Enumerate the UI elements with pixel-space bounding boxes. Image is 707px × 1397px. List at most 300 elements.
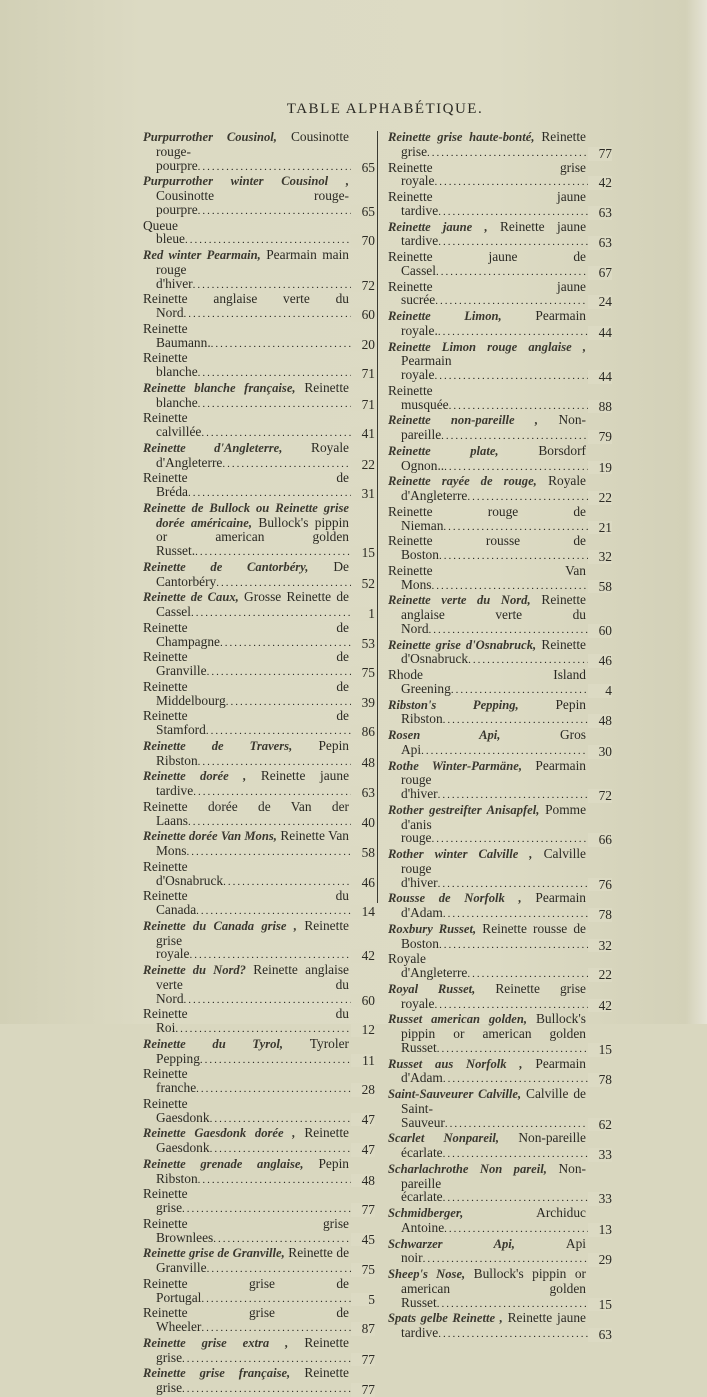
entry-page-number: 87 — [351, 1322, 375, 1336]
entry-page-number: 22 — [588, 968, 612, 982]
index-entry — [388, 1131, 612, 1162]
entry-variety-name: Reinette Gaesdonk dorée , — [143, 1126, 296, 1141]
entry-page-number: 48 — [588, 714, 612, 728]
entry-page-number: 72 — [351, 279, 375, 293]
index-entry — [143, 174, 375, 218]
entry-text — [143, 889, 349, 919]
entry-text — [388, 220, 586, 251]
entry-text — [143, 1246, 349, 1277]
entry-page-number: 14 — [351, 905, 375, 919]
entry-page-number: 48 — [351, 1174, 375, 1188]
index-entry — [388, 1087, 612, 1131]
index-entry — [143, 1097, 375, 1127]
entry-variety-name: Reinette grise d'Osnabruck, — [388, 637, 537, 652]
index-entry — [143, 501, 375, 560]
entry-synonym: Reinette jaune de Cassel — [388, 250, 586, 278]
entry-text — [143, 1277, 349, 1307]
entry-synonym: Reinette anglaise verte du Nord — [143, 292, 349, 320]
entry-text — [143, 292, 349, 322]
entry-synonym: Pearmain royale. — [401, 309, 586, 338]
entry-page-number: 60 — [351, 994, 375, 1008]
entry-page-number: 15 — [351, 546, 375, 560]
entry-page-number: 58 — [351, 846, 375, 860]
entry-page-number: 13 — [588, 1223, 612, 1237]
entry-text — [143, 219, 349, 249]
entry-variety-name: Reinette rayée de rouge, — [388, 474, 537, 489]
entry-text — [388, 638, 586, 669]
index-entry — [143, 1366, 375, 1397]
index-entry — [388, 891, 612, 922]
index-entry — [388, 564, 612, 594]
entry-page-number: 44 — [588, 370, 612, 384]
index-entry — [388, 130, 612, 161]
entry-page-number: 32 — [588, 550, 612, 564]
entry-page-number: 77 — [351, 1383, 375, 1397]
index-entry — [388, 1057, 612, 1088]
entry-synonym: Reinette dorée de Van der Laans — [143, 799, 349, 828]
entry-text — [143, 501, 349, 560]
index-entry — [143, 560, 375, 591]
entry-synonym: Non-pareille écarlate — [401, 1131, 587, 1160]
entry-page-number: 63 — [588, 206, 612, 220]
entry-text — [388, 922, 586, 953]
entry-text — [143, 1157, 349, 1188]
index-entry — [143, 411, 375, 441]
index-entry — [388, 698, 612, 729]
index-entry — [388, 593, 612, 637]
entry-page-number: 15 — [588, 1043, 612, 1057]
index-entry — [388, 1206, 612, 1237]
entry-variety-name: Russet aus Norfolk , — [388, 1056, 523, 1071]
entry-page-number: 41 — [351, 427, 375, 441]
index-entry — [388, 668, 612, 698]
entry-variety-name: Rousse de Norfolk , — [388, 891, 522, 906]
entry-synonym: Reinette de Middelbourg — [143, 679, 349, 708]
index-entry — [388, 982, 612, 1013]
entry-variety-name: Ribston's Pepping, — [388, 697, 519, 712]
entry-synonym: Reinette Van Mons — [156, 829, 349, 858]
entry-text — [388, 1057, 586, 1088]
index-column-right — [388, 130, 612, 1342]
entry-text — [143, 381, 349, 412]
entry-text — [143, 1187, 349, 1217]
index-entry — [388, 413, 612, 444]
index-entry — [143, 381, 375, 412]
index-entry — [388, 534, 612, 564]
entry-page-number: 30 — [588, 745, 612, 759]
entry-synonym: Rhode Island Greening — [388, 668, 586, 696]
entry-page-number: 70 — [351, 234, 375, 248]
index-entry — [388, 384, 612, 414]
index-entry — [388, 220, 612, 251]
entry-page-number: 4 — [588, 684, 612, 698]
entry-synonym: Grosse Reinette de Cassel — [156, 590, 350, 619]
entry-variety-name: Reinette Limon rouge anglaise , — [388, 339, 586, 354]
entry-page-number: 77 — [351, 1353, 375, 1367]
entry-page-number: 42 — [351, 949, 375, 963]
entry-synonym: Reinette Baumann. — [143, 321, 211, 350]
entry-page-number: 53 — [351, 637, 375, 651]
entry-page-number: 22 — [588, 491, 612, 505]
entry-synonym: Bullock's pippin or american golden Russet — [401, 1267, 586, 1310]
entry-page-number: 65 — [351, 205, 375, 219]
entry-synonym: Queue bleue — [143, 218, 185, 247]
index-entry — [388, 1162, 612, 1206]
entry-page-number: 19 — [588, 461, 612, 475]
entry-text — [388, 1012, 586, 1056]
entry-page-number: 42 — [588, 176, 612, 190]
entry-synonym: Reinette de Champagne — [143, 620, 349, 649]
entry-text — [143, 650, 349, 680]
index-entry — [388, 161, 612, 191]
entry-text — [143, 829, 349, 860]
entry-text — [143, 963, 349, 1007]
entry-synonym: Reinette blanche — [143, 351, 198, 379]
entry-page-number: 76 — [588, 878, 612, 892]
entry-variety-name: Reinette grise française, — [143, 1366, 291, 1381]
entry-page-number: 46 — [351, 876, 375, 890]
entry-page-number: 75 — [351, 1263, 375, 1277]
entry-text — [143, 1126, 349, 1157]
index-entry — [388, 280, 612, 310]
index-entry — [388, 474, 612, 505]
entry-synonym: Reinette du Canada — [143, 889, 349, 917]
entry-variety-name: Russet american golden, — [388, 1012, 527, 1027]
index-entry — [143, 739, 375, 770]
entry-variety-name: Reinette du Canada grise , — [143, 918, 297, 933]
entry-synonym: Reinette de Granville — [156, 1246, 350, 1275]
entry-page-number: 62 — [588, 1118, 612, 1132]
entry-variety-name: Rothe Winter-Parmäne, — [388, 758, 522, 773]
entry-variety-name: Reinette de Caux, — [143, 590, 239, 605]
entry-text — [143, 441, 349, 472]
entry-variety-name: Roxbury Russet, — [388, 921, 477, 936]
index-entry — [388, 803, 612, 847]
entry-text — [143, 919, 349, 963]
index-entry — [388, 309, 612, 340]
entry-page-number: 32 — [588, 939, 612, 953]
index-entry — [143, 351, 375, 381]
entry-variety-name: Spats gelbe Reinette , — [388, 1311, 503, 1326]
entry-synonym: Gros Api — [401, 728, 587, 757]
entry-synonym: Reinette grise — [401, 130, 586, 159]
index-entry — [143, 1277, 375, 1307]
entry-variety-name: Reinette grenade anglaise, — [143, 1156, 304, 1171]
entry-page-number: 24 — [588, 295, 612, 309]
entry-text — [388, 340, 586, 384]
index-entry — [388, 444, 612, 475]
entry-text — [388, 1206, 586, 1237]
entry-text — [143, 769, 349, 800]
entry-page-number: 65 — [351, 161, 375, 175]
entry-page-number: 58 — [588, 580, 612, 594]
entry-variety-name: Reinette de Cantorbéry, — [143, 559, 309, 574]
entry-synonym: Royale d'Angleterre — [156, 440, 349, 470]
entry-synonym: Non-pareille écarlate — [401, 1161, 586, 1205]
entry-synonym: Pearmain rouge d'hiver — [401, 758, 586, 801]
entry-page-number: 86 — [351, 725, 375, 739]
index-entry — [388, 250, 612, 280]
entry-variety-name: Reinette jaune , — [388, 219, 488, 234]
entry-synonym: Reinette grise Brownlees — [143, 1216, 349, 1245]
entry-synonym: Reinette d'Osnabruck — [401, 637, 587, 667]
entry-text — [143, 322, 349, 352]
entry-page-number: 40 — [351, 816, 375, 830]
entry-page-number: 71 — [351, 398, 375, 412]
entry-text — [388, 564, 586, 594]
entry-text — [388, 698, 586, 729]
entry-synonym: Cousinotte rouge-pourpre — [156, 188, 349, 217]
entry-text — [143, 1067, 349, 1097]
entry-variety-name: Reinette non-pareille , — [388, 413, 539, 428]
entry-synonym: Reinette grise de Portugal — [143, 1276, 349, 1305]
entry-synonym: Reinette de Granville — [143, 650, 349, 678]
entry-text — [143, 1306, 349, 1336]
entry-page-number: 47 — [351, 1113, 375, 1127]
index-entry — [143, 219, 375, 249]
entry-text — [388, 952, 586, 982]
entry-synonym: Reinette grise — [156, 1366, 350, 1395]
index-entry — [143, 1336, 375, 1367]
entry-text — [388, 668, 586, 698]
index-entry — [143, 680, 375, 710]
index-entry — [143, 1126, 375, 1157]
index-entry — [143, 441, 375, 472]
entry-text — [143, 248, 349, 292]
entry-text — [143, 471, 349, 501]
entry-text — [388, 505, 586, 535]
entry-synonym: Pearmain main rouge d'hiver — [156, 248, 349, 291]
entry-variety-name: Reinette grise extra , — [143, 1335, 289, 1350]
entry-synonym: Reinette de Stamford — [143, 709, 349, 737]
entry-synonym: Bullock's pippin or american golden Russet. — [156, 514, 349, 558]
entry-synonym: Reinette grise royale — [401, 981, 586, 1011]
entry-text — [388, 1087, 586, 1131]
entry-page-number: 11 — [351, 1054, 375, 1068]
entry-text — [388, 444, 586, 475]
entry-synonym: Pepin Ribston — [156, 1156, 349, 1186]
entry-page-number: 52 — [351, 577, 375, 591]
entry-page-number: 22 — [351, 458, 375, 472]
entry-page-number: 33 — [588, 1148, 612, 1162]
entry-text — [143, 174, 349, 218]
entry-page-number: 31 — [351, 487, 375, 501]
entry-synonym: Bullock's pippin or american golden Russet — [401, 1012, 586, 1055]
entry-text — [388, 161, 586, 191]
index-entry — [143, 1246, 375, 1277]
entry-text — [388, 803, 586, 847]
index-entry — [143, 130, 375, 174]
entry-text — [388, 413, 586, 444]
index-entry — [388, 1311, 612, 1342]
entry-variety-name: Schmidberger, — [388, 1206, 464, 1220]
entry-synonym: Reinette anglaise verte du Nord — [401, 593, 587, 636]
entry-synonym: Reinette Gaesdonk — [156, 1126, 349, 1155]
entry-variety-name: Rosen Api, — [388, 728, 501, 742]
entry-synonym: Reinette grise royale — [156, 918, 349, 962]
entry-text — [143, 1097, 349, 1127]
entry-synonym: Royale d'Angleterre — [401, 474, 586, 503]
entry-synonym: Pomme d'anis rouge — [401, 802, 587, 846]
entry-synonym: Reinette rouge de Nieman — [388, 504, 586, 533]
index-entry — [388, 728, 612, 759]
entry-text — [143, 1217, 349, 1247]
index-entry — [143, 829, 375, 860]
entry-page-number: 71 — [351, 367, 375, 381]
entry-synonym: Cousinotte rouge-pourpre — [156, 130, 349, 173]
entry-text — [143, 860, 349, 890]
entry-page-number: 67 — [588, 266, 612, 280]
entry-text — [143, 739, 349, 770]
entry-text — [388, 1267, 586, 1311]
index-entry — [143, 471, 375, 501]
entry-variety-name: Reinette du Tyrol, — [143, 1036, 284, 1051]
entry-variety-name: Purpurrother Cousinol, — [143, 130, 277, 144]
entry-synonym: Api noir — [401, 1236, 586, 1266]
index-entry — [143, 1037, 375, 1068]
entry-variety-name: Royal Russet, — [388, 981, 476, 996]
entry-text — [388, 1237, 586, 1268]
entry-text — [143, 1336, 349, 1367]
entry-page-number: 78 — [588, 908, 612, 922]
entry-text — [388, 474, 586, 505]
index-entry — [143, 1007, 375, 1037]
entry-text — [388, 891, 586, 922]
entry-variety-name: Reinette d'Angleterre, — [143, 440, 283, 455]
entry-text — [143, 621, 349, 651]
entry-page-number: 42 — [588, 999, 612, 1013]
entry-synonym: Tyroler Pepping — [156, 1036, 349, 1066]
entry-text — [143, 1037, 349, 1068]
entry-synonym: Royale d'Angleterre — [388, 952, 468, 980]
index-entry — [143, 919, 375, 963]
index-entry — [143, 889, 375, 919]
index-entry — [143, 860, 375, 890]
entry-text — [143, 351, 349, 381]
entry-text — [388, 759, 586, 803]
entry-synonym: Reinette grise de Wheeler — [143, 1306, 349, 1334]
entry-page-number: 66 — [588, 833, 612, 847]
entry-synonym: Borsdorf Ognon.. — [401, 443, 586, 473]
entry-variety-name: Reinette grise de Granville, — [143, 1246, 285, 1261]
entry-text — [143, 1366, 349, 1397]
entry-page-number: 79 — [588, 430, 612, 444]
index-entry — [388, 190, 612, 220]
entry-text — [388, 847, 586, 891]
entry-page-number: 29 — [588, 1253, 612, 1267]
entry-synonym: Reinette rousse de Boston — [401, 921, 586, 951]
entry-variety-name: Saint-Sauveurer Calville, — [388, 1087, 522, 1101]
index-entry — [143, 963, 375, 1007]
entry-page-number: 88 — [588, 400, 612, 414]
entry-synonym: Reinette jaune tardive — [388, 190, 586, 218]
entry-synonym: Reinette jaune tardive — [401, 219, 587, 249]
entry-variety-name: Reinette Limon, — [388, 309, 502, 323]
index-entry — [143, 1067, 375, 1097]
index-entry — [143, 1217, 375, 1247]
entry-text — [388, 280, 586, 310]
entry-page-number: 60 — [351, 308, 375, 322]
entry-variety-name: Reinette du Nord? — [143, 963, 246, 977]
entry-text — [388, 534, 586, 564]
entry-page-number: 44 — [588, 326, 612, 340]
entry-variety-name: Reinette plate, — [388, 443, 499, 458]
index-entry — [143, 1187, 375, 1217]
entry-text — [388, 190, 586, 220]
entry-text — [143, 680, 349, 710]
index-entry — [388, 759, 612, 803]
entry-variety-name: Scarlet Nonpareil, — [388, 1131, 500, 1146]
entry-variety-name: Reinette grise haute-bonté, — [388, 130, 535, 144]
entry-page-number: 48 — [351, 756, 375, 770]
entry-variety-name: Sheep's Nose, — [388, 1267, 466, 1281]
entry-text — [143, 590, 349, 621]
entry-synonym: Reinette jaune tardive — [156, 769, 350, 798]
entry-page-number: 63 — [588, 236, 612, 250]
entry-variety-name: Rother gestreifter Anisapfel, — [388, 802, 540, 817]
entry-synonym: Reinette du Roi — [143, 1007, 349, 1035]
entry-synonym: Calville de Saint-Sauveur — [401, 1087, 586, 1130]
index-entry — [388, 922, 612, 953]
entry-text — [143, 130, 349, 174]
entry-variety-name: Reinette blanche française, — [143, 380, 296, 395]
entry-page-number: 63 — [588, 1328, 612, 1342]
entry-synonym: Pearmain d'Adam — [401, 1056, 587, 1086]
entry-synonym: Reinette d'Osnabruck — [143, 859, 224, 888]
entry-synonym: Reinette rousse de Boston — [388, 534, 586, 562]
entry-page-number: 47 — [351, 1143, 375, 1157]
entry-synonym: Archiduc Antoine — [401, 1206, 586, 1235]
index-entry — [388, 1267, 612, 1311]
index-entry — [143, 1157, 375, 1188]
entry-text — [388, 130, 586, 161]
index-entry — [143, 709, 375, 739]
index-entry — [388, 1237, 612, 1268]
entry-synonym: Reinette calvillée — [143, 411, 202, 439]
index-entry — [388, 1012, 612, 1056]
entry-page-number: 78 — [588, 1073, 612, 1087]
entry-synonym: Pearmain royale — [401, 353, 452, 382]
entry-text — [388, 593, 586, 637]
index-entry — [388, 847, 612, 891]
entry-page-number: 33 — [588, 1192, 612, 1206]
entry-text — [388, 1131, 586, 1162]
index-entry — [143, 590, 375, 621]
entry-page-number: 75 — [351, 666, 375, 680]
page-title: TABLE ALPHABÉTIQUE. — [286, 101, 484, 117]
entry-synonym: Reinette anglaise verte du Nord — [156, 963, 349, 1006]
entry-text — [388, 982, 586, 1013]
entry-page-number: 1 — [351, 607, 375, 621]
entry-synonym: Reinette grise royale — [388, 160, 586, 189]
index-entry — [388, 340, 612, 384]
entry-text — [388, 250, 586, 280]
entry-synonym: Reinette grise — [156, 1335, 349, 1365]
index-entry — [388, 505, 612, 535]
entry-page-number: 45 — [351, 1233, 375, 1247]
entry-synonym: Calville rouge d'hiver — [401, 847, 586, 890]
entry-text — [388, 728, 586, 759]
entry-page-number: 12 — [351, 1023, 375, 1037]
entry-page-number: 77 — [351, 1203, 375, 1217]
entry-synonym: Reinette Gaesdonk — [143, 1096, 210, 1125]
entry-variety-name: Reinette dorée Van Mons, — [143, 829, 277, 844]
entry-synonym: Reinette blanche — [156, 380, 349, 410]
entry-synonym: Pearmain d'Adam — [401, 891, 586, 920]
entry-text — [143, 411, 349, 441]
entry-page-number: 15 — [588, 1298, 612, 1312]
entry-page-number: 72 — [588, 789, 612, 803]
